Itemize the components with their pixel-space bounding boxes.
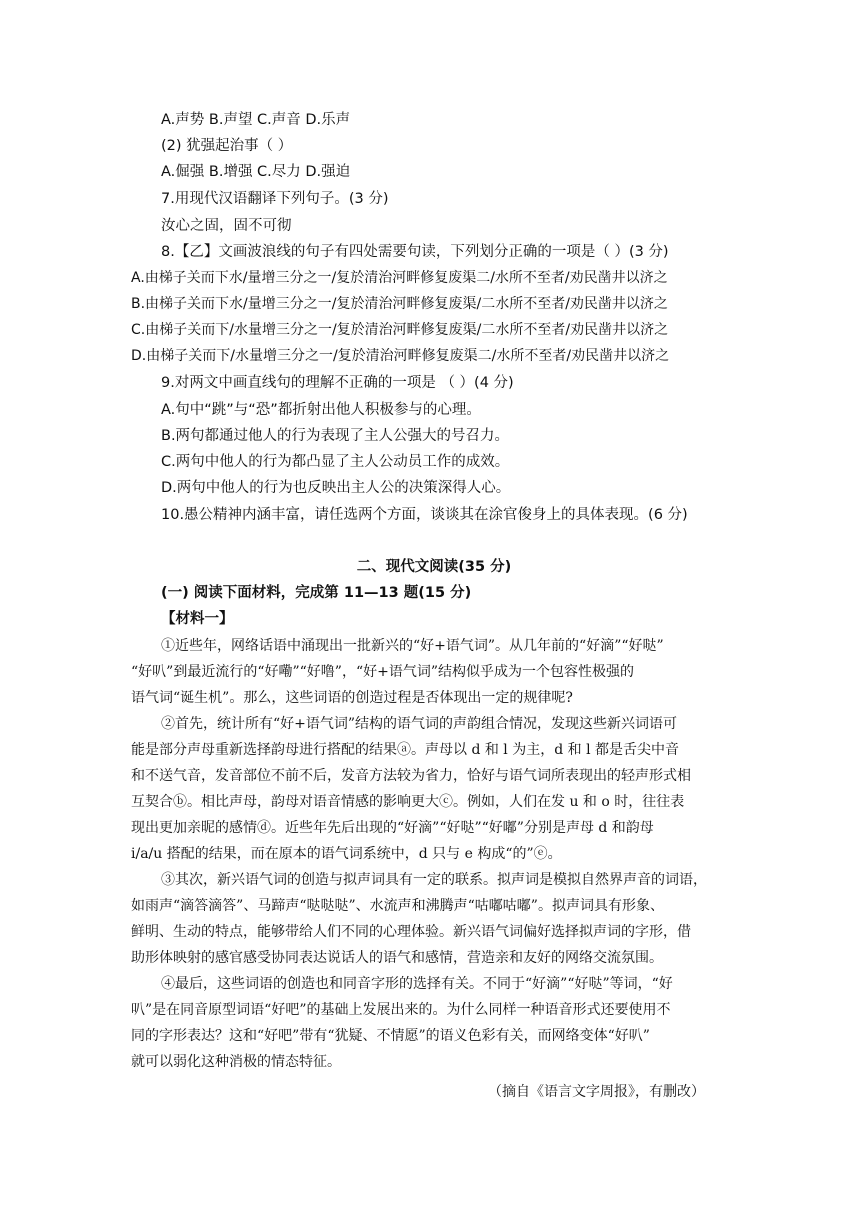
q8-title: 8.【乙】文画波浪线的句子有四处需要句读，下列划分正确的一项是（ ）(3 分) <box>161 244 669 260</box>
q6-part2-options: A.倔强 B.增强 C.尽力 D.强迫 <box>161 164 351 180</box>
paragraph-2-line: 互契合ⓑ。相比声母，韵母对语音情感的影响更大ⓒ。例如，人们在发 u 和 o 时，往往表 <box>131 794 685 810</box>
q8-option-a: A.由梯子关而下水/量增三分之一/复於清治河畔修复废渠二/水所不至者/劝民凿井以济之 <box>131 270 668 286</box>
q7-sentence: 汝心之固，固不可彻 <box>161 218 292 234</box>
q9-option-c: C.两句中他人的行为都凸显了主人公动员工作的成效。 <box>161 454 510 470</box>
section-2-title: 二、现代文阅读(35 分) <box>356 559 512 575</box>
paragraph-1-line: “好叭”到最近流行的“好嘞”“好噜”，“好+语气词”结构似乎成为一个包容性极强的 <box>131 664 634 680</box>
q10-title: 10.愚公精神内涵丰富，请任选两个方面，谈谈其在涂官俊身上的具体表现。(6 分) <box>161 507 688 523</box>
paragraph-2-line: i/a/u 搭配的结果，而在原本的语气词系统中，d 只与 e 构成“的”ⓔ。 <box>131 846 562 862</box>
subsection-1-title: (一) 阅读下面材料，完成第 11—13 题(15 分) <box>161 585 472 601</box>
q9-option-a: A.句中“跳”与“恐”都折射出他人积极参与的心理。 <box>161 402 481 418</box>
source-citation: （摘自《语言文字周报》，有删改） <box>488 1084 705 1100</box>
paragraph-4-line: ④最后，这些词语的创造也和同音字形的选择有关。不同于“好滴”“好哒”等词，“好 <box>161 976 673 992</box>
q9-option-b: B.两句都通过他人的行为表现了主人公强大的号召力。 <box>161 428 510 444</box>
paragraph-2-line: 现出更加亲昵的感情ⓓ。近些年先后出现的“好滴”“好哒”“好嘟”分别是声母 d 和韵母 <box>131 820 654 836</box>
paragraph-3-line: ③其次，新兴语气词的创造与拟声词具有一定的联系。拟声词是模拟自然界声音的词语， <box>161 872 707 888</box>
paragraph-1-line: ①近些年，网络话语中涌现出一批新兴的“好+语气词”。从几年前的“好滴”“好哒” <box>161 638 664 654</box>
q7-title: 7.用现代汉语翻译下列句子。(3 分) <box>161 191 389 207</box>
paragraph-3-line: 鲜明、生动的特点，能够带给人们不同的心理体验。新兴语气词偏好选择拟声词的字形，借 <box>131 924 691 940</box>
q6-part1-options: A.声势 B.声望 C.声音 D.乐声 <box>161 112 351 128</box>
q9-title: 9.对两文中画直线句的理解不正确的一项是 （ ）(4 分) <box>161 375 514 391</box>
paragraph-2-line: 能是部分声母重新选择韵母进行搭配的结果ⓐ。声母以 d 和 l 为主，d 和 l 都是舌尖中音 <box>131 742 680 758</box>
paragraph-2-line: ②首先，统计所有“好+语气词”结构的语气词的声韵组合情况，发现这些新兴词语可 <box>161 716 678 732</box>
paragraph-3-line: 助形体映射的感官感受协同表达说话人的语气和感情，营造亲和友好的网络交流氛围。 <box>131 950 663 966</box>
paragraph-1-line: 语气词“诞生机”。那么，这些词语的创造过程是否体现出一定的规律呢? <box>131 690 573 706</box>
q6-part2-prompt: (2) 犹强起治事（ ） <box>161 138 293 154</box>
q9-option-d: D.两句中他人的行为也反映出主人公的决策深得人心。 <box>161 480 511 496</box>
q8-option-d: D.由梯子关而下/水量增三分之一/复於清治河畔修复废渠二/水所不至者/劝民凿井以济之 <box>131 348 670 364</box>
paragraph-4-line: 同的字形表达？这和“好吧”带有“犹疑、不情愿”的语义色彩有关，而网络变体“好叭” <box>131 1028 650 1044</box>
q8-option-b: B.由梯子关而下水/量增三分之一/复於清治河畔修复废渠/二水所不至者/劝民凿井以济之 <box>131 296 668 312</box>
q8-option-c: C.由梯子关而下/水量增三分之一/复於清治河畔修复废渠/二水所不至者/劝民凿井以济之 <box>131 322 669 338</box>
paragraph-4-line: 叭”是在同音原型词语“好吧”的基础上发展出来的。为什么同样一种语音形式还要使用不 <box>131 1002 671 1018</box>
paragraph-3-line: 如雨声“滴答滴答”、马蹄声“哒哒哒”、水流声和沸腾声“咕嘟咕嘟”。拟声词具有形象、 <box>131 898 664 914</box>
material-1-label: 【材料一】 <box>161 611 234 627</box>
paragraph-2-line: 和不送气音，发音部位不前不后，发音方法较为省力，恰好与语气词所表现出的轻声形式相 <box>131 768 691 784</box>
paragraph-4-line: 就可以弱化这种消极的情态特征。 <box>131 1054 341 1070</box>
